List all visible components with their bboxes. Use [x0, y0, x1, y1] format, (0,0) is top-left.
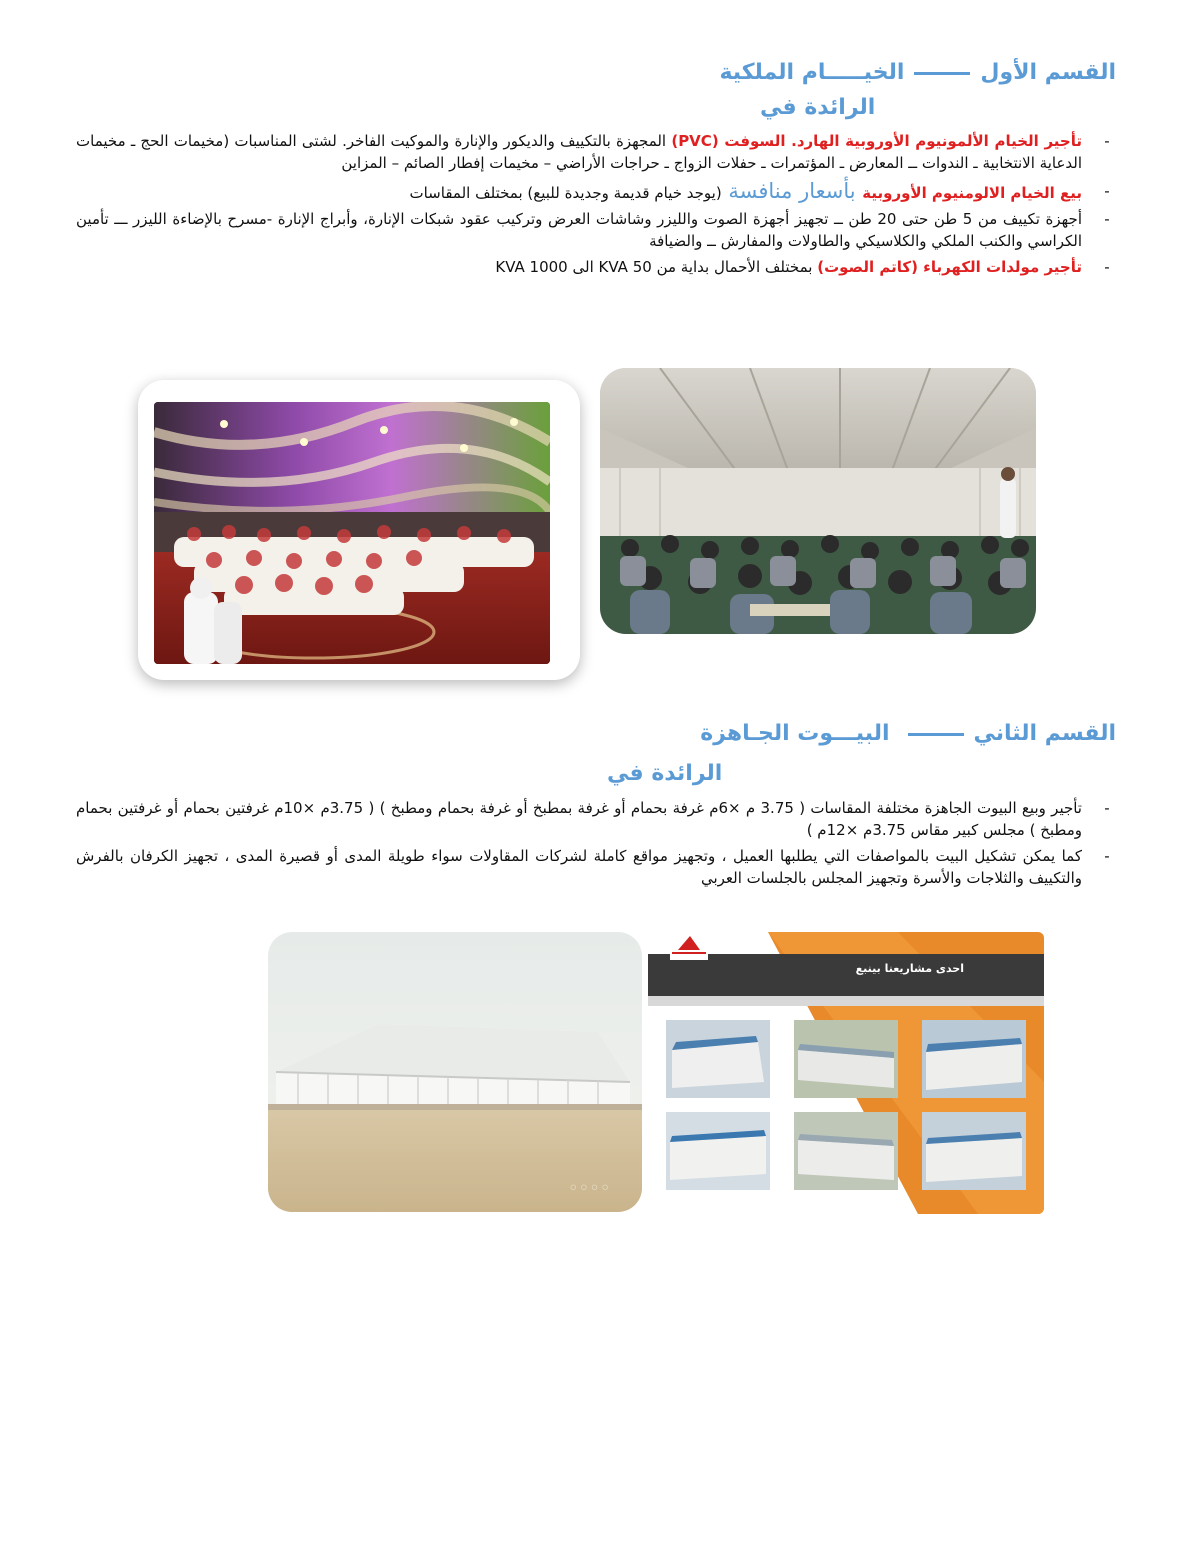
section2-heading-part2: البيـــوت الجـاهزة	[700, 721, 890, 746]
section1-bullet-list	[76, 130, 1116, 282]
bullet-text: كما يمكن تشكيل البيت بالمواصفات التي يطلبها العميل ، وتجهيز مواقع كاملة لشركات المقاولات سواء طويلة المدى أو قصيرة المدى ، تجهيز الكرفان بالفرش والتكييف والثلاجات والأسرة وتجهيز المجلس بالجلسات العربي	[76, 847, 1082, 887]
bullet-text: تأجير وبيع البيوت الجاهزة مختلفة المقاسات ( 3.75 م ×6م غرفة بحمام أو غرفة بمطبخ أو غرفة بحمام ومطبخ ) ( 3.75م ×10م غرفتين بحمام أو غرفتين بحمام ومطبخ ) مجلس كبير مقاس 3.75م ×12م )	[76, 799, 1082, 839]
heading-dash	[914, 72, 970, 75]
svg-text:◦◦◦◦: ◦◦◦◦	[568, 1178, 611, 1199]
bullet-blue-text: بأسعار منافسة	[721, 179, 863, 203]
heading-dash	[908, 733, 964, 736]
section2-heading	[700, 719, 1116, 749]
section2-subheading: الرائدة في	[607, 761, 723, 786]
bullet-text: أجهزة تكييف من 5 طن حتى 20 طن ــ تجهيز أجهزة الصوت والليزر وشاشات العرض وتركيب عقود شبكات الإنارة، وأبراج الإنارة -مسرح بالإضاءة الليزر ـــ تأمين الكراسي والكنب الملكي والكلاسيكي والطاولات والمفارش ــ والضيافة	[76, 210, 1082, 250]
section2-bullet-list	[76, 797, 1116, 893]
bullet-marker: -	[1104, 258, 1110, 276]
section2-heading-part1: القسم الثاني	[973, 721, 1116, 746]
list-item	[76, 208, 1116, 252]
section1-heading-part2: الخيـــــام الملكية	[719, 60, 905, 85]
bullet-text: المجهزة بالتكييف والديكور والإنارة والموكيت الفاخر. لشتى المناسبات (مخيمات الحج ـ مخيمات الدعاية الانتخابية ـ الندوات ــ المعارض ـ المؤتمرات ـ حفلات الزواج ـ حراجات الأراضي – مخيمات إفطار الصائم – المزاين	[76, 132, 1082, 172]
bullet-text: بمختلف الأحمال بداية من 50 KVA الى 1000 KVA	[495, 258, 818, 276]
bullet-text: (يوجد خيام قديمة وجديدة للبيع) بمختلف المقاسات	[409, 184, 722, 202]
list-item	[76, 180, 1116, 204]
list-item	[76, 130, 1116, 174]
desert-tent-photo	[268, 932, 642, 1212]
section1-heading-part1: القسم الأول	[980, 60, 1116, 85]
bullet-marker: -	[1104, 132, 1110, 150]
event-tent-photo	[154, 402, 550, 664]
prefab-brochure-image	[648, 932, 1044, 1214]
bullet-highlight: تأجير الخيام الألمونيوم الأوروبية الهارد. السوفت (PVC)	[671, 132, 1082, 150]
list-item	[76, 256, 1116, 278]
bullet-marker: -	[1104, 799, 1110, 817]
iftar-tent-photo	[600, 368, 1036, 634]
bullet-marker: -	[1104, 182, 1110, 200]
bullet-marker: -	[1104, 210, 1110, 228]
section1-heading	[719, 58, 1116, 88]
section1-subheading: الرائدة في	[760, 95, 876, 120]
list-item	[76, 797, 1116, 841]
brochure-caption: احدى مشاريعنا بينبع	[855, 962, 964, 975]
list-item	[76, 845, 1116, 889]
bullet-highlight: بيع الخيام الالومنيوم الأوروبية	[862, 184, 1082, 202]
bullet-marker: -	[1104, 847, 1110, 865]
bullet-highlight: تأجير مولدات الكهرباء (كاتم الصوت)	[817, 258, 1082, 276]
